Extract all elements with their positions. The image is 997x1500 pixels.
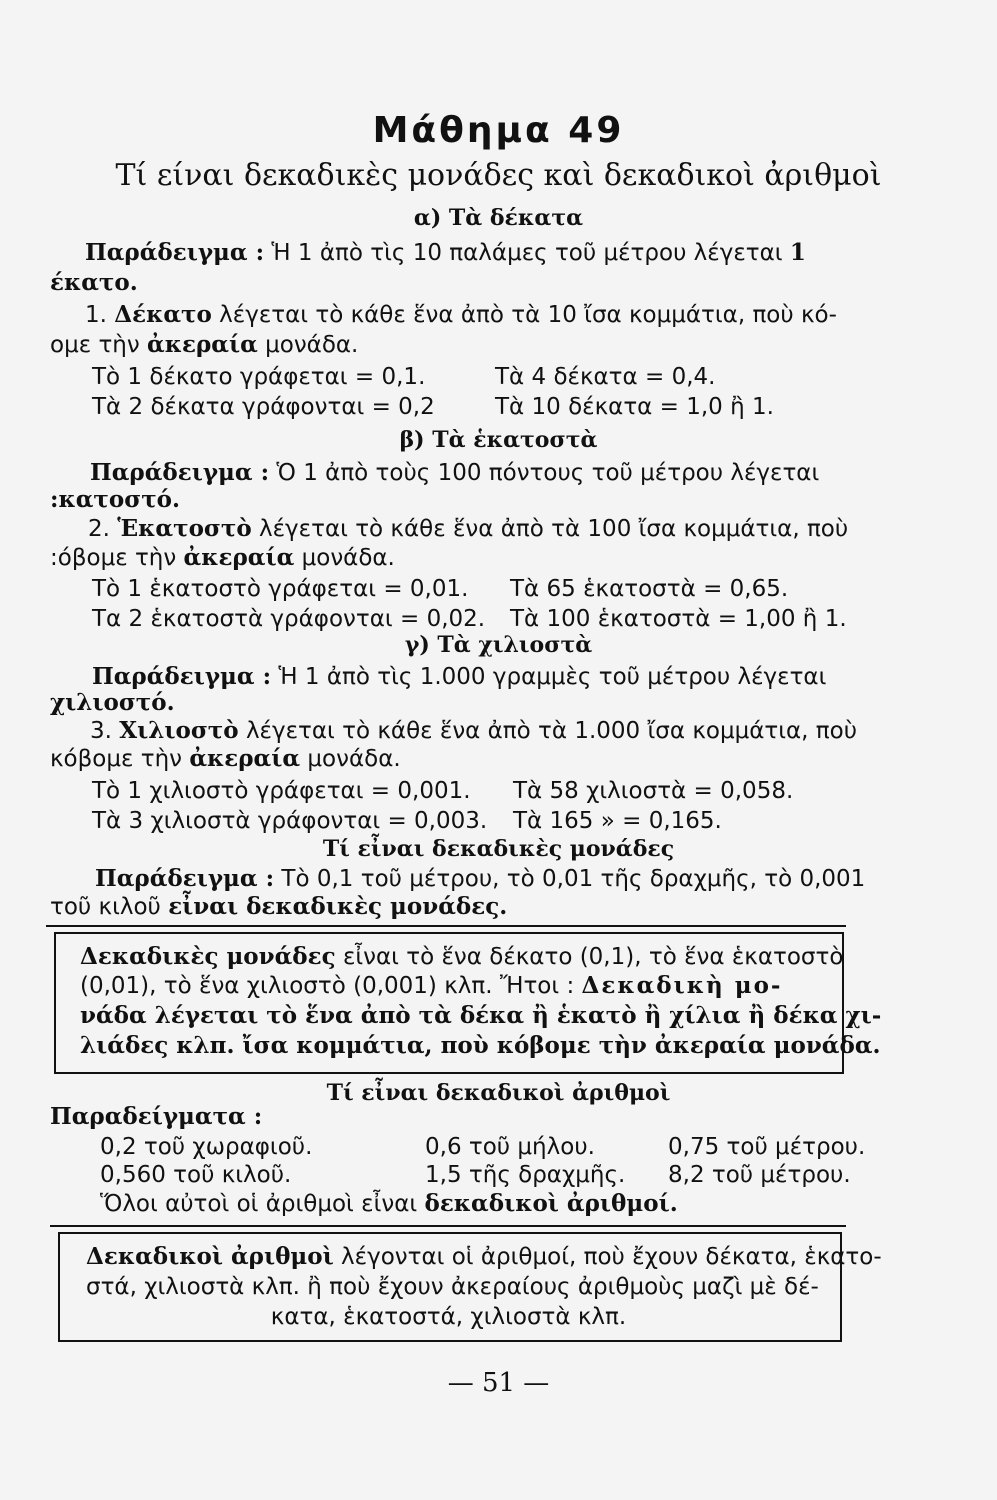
section-a-row2-right: Τὰ 10 δέκατα = 1,0 ἢ 1. [495, 394, 774, 420]
section-b-definition-cont [50, 543, 395, 573]
box1-line2-pre: (0,01), τὸ ἕνα χιλιοστὸ (0,001) κλπ. Ἤτοι : [80, 973, 575, 999]
box2-line1-rest: λέγονται οἱ ἀριθμοί, ποὺ ἔχουν δέκατα, ἑκατο- [341, 1244, 882, 1270]
section-c-row2-right: Τὰ 165 » = 0,165. [513, 808, 722, 834]
section-b-row1-right: Τὰ 65 ἑκατοστὰ = 0,65. [510, 576, 789, 602]
example-text: Ἡ 1 ἀπὸ τὶς 10 παλάμες τοῦ μέτρου λέγεται [271, 240, 783, 266]
def-cont-post: μονάδα. [265, 332, 359, 358]
numbers-r1c2: 0,6 τοῦ μήλου. [425, 1134, 595, 1160]
example-text: Τὸ 0,1 τοῦ μέτρου, τὸ 0,01 τῆς δραχμῆς, τὸ 0,001 [281, 866, 866, 892]
box1-line1-bold: Δεκαδικὲς μονάδες [80, 943, 336, 970]
box1-line3: νάδα λέγεται τὸ ἕνα ἀπὸ τὰ δέκα ἢ ἑκατὸ ἢ χίλια ἢ δέκα χι- [80, 1002, 882, 1029]
numbers-summary [100, 1189, 678, 1219]
section-c-definition [90, 716, 857, 746]
section-c-example-cont: χιλιοστό. [50, 689, 175, 716]
numbers-r1c1: 0,2 τοῦ χωραφιοῦ. [100, 1134, 313, 1160]
def-number: 3. [90, 718, 112, 744]
example-label: Παράδειγμα : [95, 865, 275, 892]
box2-line1 [86, 1242, 882, 1272]
def-text: λέγεται τὸ κάθε ἕνα ἀπὸ τὰ 100 ἴσα κομμάτια, ποὺ [259, 516, 849, 542]
section-c-row1-right: Τὰ 58 χιλιοστὰ = 0,058. [513, 778, 794, 804]
section-a-example [85, 238, 806, 268]
example-label: Παράδειγμα : [90, 459, 270, 486]
box1-line2-bold: Δεκαδικὴ μο- [581, 972, 783, 999]
units-heading: Τί εἶναι δεκαδικὲς μονάδες [322, 836, 675, 862]
units-example [95, 864, 865, 894]
example-cont-pre: τοῦ κιλοῦ [50, 894, 161, 920]
lesson-title: Μάθημα 49 [372, 110, 625, 151]
box2-top-rule [50, 1225, 846, 1227]
def-text: λέγεται τὸ κάθε ἕνα ἀπὸ τὰ 1.000 ἴσα κομμάτια, ποὺ [245, 718, 858, 744]
numbers-heading: Τί εἶναι δεκαδικοὶ ἀριθμοὶ [326, 1080, 671, 1106]
section-c-example [92, 662, 826, 692]
section-a-example-cont: έκατο. [50, 269, 138, 296]
def-cont-pre: κόβομε τὴν [50, 746, 183, 772]
section-b-heading: β) Τὰ ἑκατοστὰ [399, 427, 598, 453]
example-cont-bold: εἶναι δεκαδικὲς μονάδες. [168, 893, 508, 920]
def-cont-bold: ἀκεραία [189, 745, 301, 772]
numbers-r2c1: 0,560 τοῦ κιλοῦ. [100, 1162, 292, 1188]
numbers-r1c3: 0,75 τοῦ μέτρου. [668, 1134, 866, 1160]
section-b-example [90, 458, 819, 488]
def-cont-pre: ομε τὴν [50, 332, 140, 358]
def-cont-pre: :όβομε τὴν [50, 545, 177, 571]
box1-line1 [80, 942, 843, 972]
example-text: Ἡ 1 ἀπὸ τὶς 1.000 γραμμὲς τοῦ μέτρου λέγεται [278, 664, 827, 690]
box1-line4: λιάδες κλπ. ἴσα κομμάτια, ποὺ κόβομε τὴν ἀκεραία μονάδα. [80, 1032, 881, 1059]
section-a-row2-left: Τὰ 2 δέκατα γράφονται = 0,2 [92, 394, 435, 420]
box2-line3: κατα, ἑκατοστά, χιλιοστὰ κλπ. [270, 1304, 627, 1330]
box1-line1-rest: εἶναι τὸ ἕνα δέκατο (0,1), τὸ ἕνα ἑκατοστὸ [342, 944, 844, 970]
section-c-row2-left: Τὰ 3 χιλιοστὰ γράφονται = 0,003. [92, 808, 488, 834]
def-cont-post: μονάδα. [307, 746, 401, 772]
def-term: Ἑκατοστὸ [117, 515, 252, 542]
numbers-summary-bold: δεκαδικοὶ ἀριθμοί. [424, 1190, 678, 1217]
box2-line1-bold: Δεκαδικοὶ ἀριθμοὶ [86, 1243, 334, 1270]
section-a-definition [85, 300, 837, 330]
section-c-heading: γ) Τὰ χιλιοστὰ [404, 632, 593, 658]
section-a-row1-right: Τὰ 4 δέκατα = 0,4. [495, 364, 716, 390]
example-text: Ὁ 1 ἀπὸ τοὺς 100 πόντους τοῦ μέτρου λέγεται [276, 460, 820, 486]
def-number: 1. [85, 302, 107, 328]
def-number: 2. [88, 516, 110, 542]
main-title: Τί είναι δεκαδικὲς μονάδες καὶ δεκαδικοὶ ἀριθμοὶ [115, 158, 882, 193]
def-term: Χιλιοστὸ [119, 717, 239, 744]
example-bold-number: 1 [789, 239, 806, 266]
units-example-cont [50, 892, 507, 922]
def-cont-bold: ἀκεραία [147, 331, 258, 358]
numbers-r2c3: 8,2 τοῦ μέτρου. [668, 1162, 851, 1188]
numbers-r2c2: 1,5 τῆς δραχμῆς. [425, 1162, 626, 1188]
section-b-row2-right: Τὰ 100 ἑκατοστὰ = 1,00 ἢ 1. [510, 606, 847, 632]
def-term: Δέκατο [114, 301, 212, 328]
section-a-definition-cont [50, 330, 358, 360]
box1-top-rule [46, 925, 846, 927]
section-b-row2-left: Τα 2 ἑκατοστὰ γράφονται = 0,02. [92, 606, 486, 632]
numbers-examples-label: Παραδείγματα : [50, 1103, 263, 1130]
section-b-row1-left: Τὸ 1 ἑκατοστὸ γράφεται = 0,01. [92, 576, 469, 602]
section-b-example-cont: :κατοστό. [50, 486, 181, 513]
box2-line2: στά, χιλιοστὰ κλπ. ἢ ποὺ ἔχουν ἀκεραίους ἀριθμοὺς μαζὶ μὲ δέ- [86, 1274, 819, 1300]
page-number: — 51 — [447, 1368, 550, 1398]
section-b-definition [88, 514, 848, 544]
example-label: Παράδειγμα : [85, 239, 265, 266]
def-cont-post: μονάδα. [301, 545, 395, 571]
def-text: λέγεται τὸ κάθε ἕνα ἀπὸ τὰ 10 ἴσα κομμάτια, ποὺ κό- [219, 302, 837, 328]
section-a-heading: α) Τὰ δέκατα [413, 205, 584, 231]
def-cont-bold: ἀκεραία [183, 544, 295, 571]
example-label: Παράδειγμα : [92, 663, 272, 690]
section-c-row1-left: Τὸ 1 χιλιοστὸ γράφεται = 0,001. [92, 778, 471, 804]
box1-line2 [80, 971, 782, 1001]
section-c-definition-cont [50, 744, 401, 774]
section-a-row1-left: Τὸ 1 δέκατο γράφεται = 0,1. [92, 364, 426, 390]
numbers-summary-pre: Ὅλοι αὐτοὶ οἱ ἀριθμοὶ εἶναι [100, 1191, 418, 1217]
